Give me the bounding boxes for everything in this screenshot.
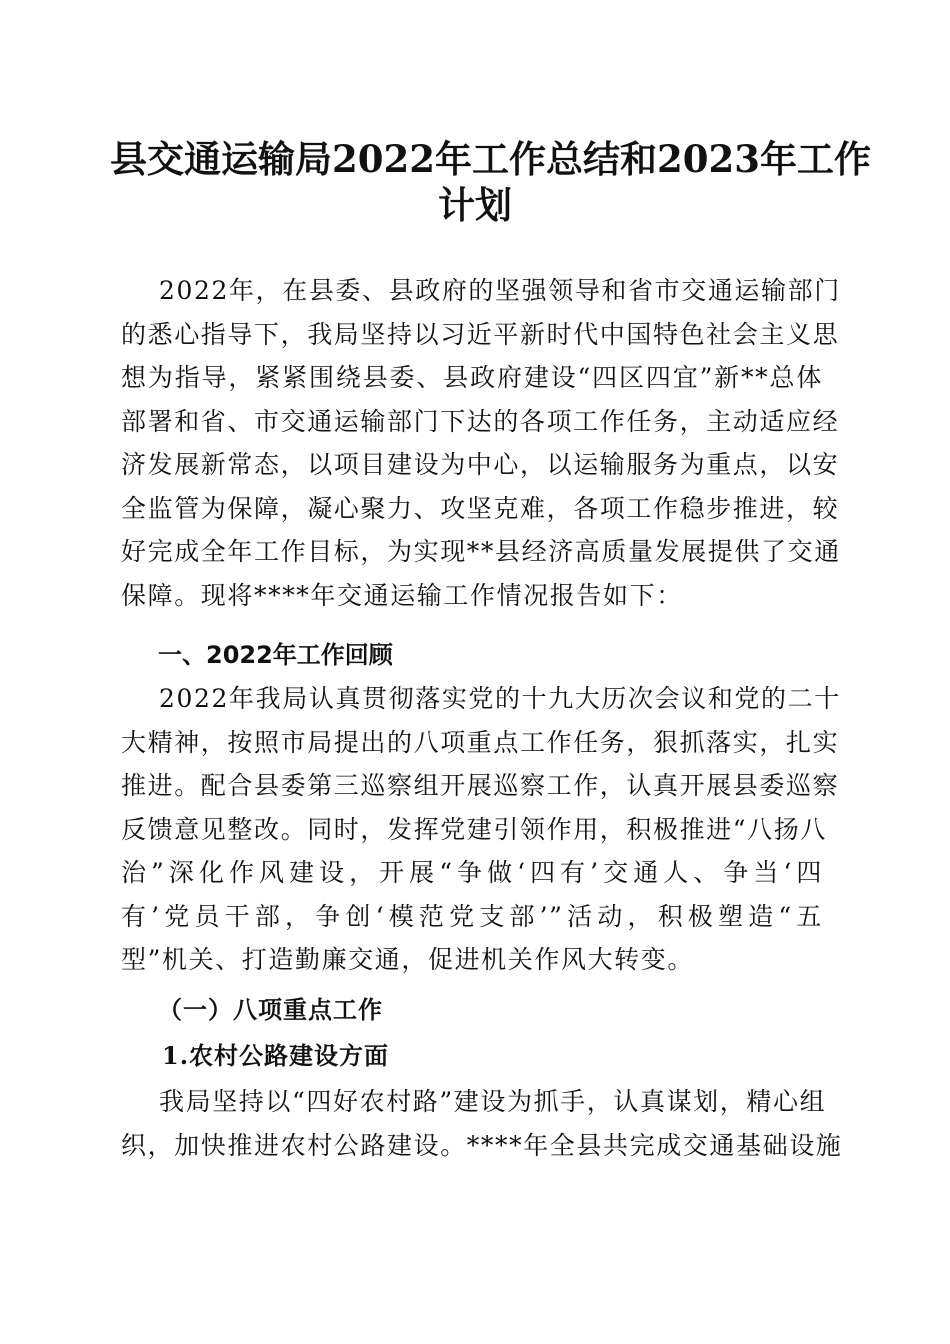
paragraph-line: 反馈意见整改。同时，发挥党建引领作用，积极推进“八扬八: [121, 814, 827, 844]
title-line: 县交通运输局2022年工作总结和2023年工作: [110, 137, 871, 181]
paragraph-line: 2022年，在县委、县政府的坚强领导和省市交通运输部门: [159, 276, 841, 305]
subsection-heading: （一）八项重点工作: [158, 995, 383, 1024]
item-heading: 1.农村公路建设方面: [162, 1041, 390, 1070]
paragraph-line: 我局坚持以“四好农村路”建设为抓手，认真谋划，精心组: [159, 1087, 827, 1116]
paragraph-line: 有’党员干部，争创‘模范党支部’”活动，积极塑造“五: [121, 901, 823, 931]
paragraph-line: 大精神，按照市局提出的八项重点工作任务，狠抓落实，扎实: [121, 727, 840, 757]
paragraph-line: 的悉心指导下，我局坚持以习近平新时代中国特色社会主义思: [121, 319, 840, 349]
item-paragraph: [121, 1080, 843, 1167]
document-title: [110, 136, 871, 228]
paragraph-line: 2022年我局认真贯彻落实党的十九大历次会议和党的二十: [159, 684, 841, 713]
paragraph-line: 织，加快推进农村公路建设。****年全县共完成交通基础设施: [121, 1130, 843, 1160]
paragraph-line: 济发展新常态，以项目建设为中心，以运输服务为重点，以安: [121, 450, 840, 479]
paragraph-line: 型”机关、打造勤廉交通，促进机关作风大转变。: [121, 945, 694, 974]
paragraph-line: 想为指导，紧紧围绕县委、县政府建设“四区四宜”新**总体: [121, 363, 823, 392]
section-heading: 一、2022年工作回顾: [158, 641, 393, 669]
paragraph-line: 部署和省、市交通运输部门下达的各项工作任务，主动适应经: [121, 406, 840, 436]
paragraph-line: 全监管为保障，凝心聚力、攻坚克难，各项工作稳步推进，较: [121, 493, 840, 523]
section-paragraph: [121, 677, 841, 982]
paragraph-line: 好完成全年工作目标，为实现**县经济高质量发展提供了交通: [121, 537, 841, 566]
paragraph-line: 保障。现将****年交通运输工作情况报告如下：: [121, 580, 683, 610]
paragraph-line: 推进。配合县委第三巡察组开展巡察工作，认真开展县委巡察: [121, 771, 840, 800]
intro-paragraph: [121, 269, 841, 617]
paragraph-line: 治”深化作风建设，开展“争做‘四有’交通人、争当‘四: [121, 858, 823, 887]
title-line: 计划: [438, 183, 512, 227]
